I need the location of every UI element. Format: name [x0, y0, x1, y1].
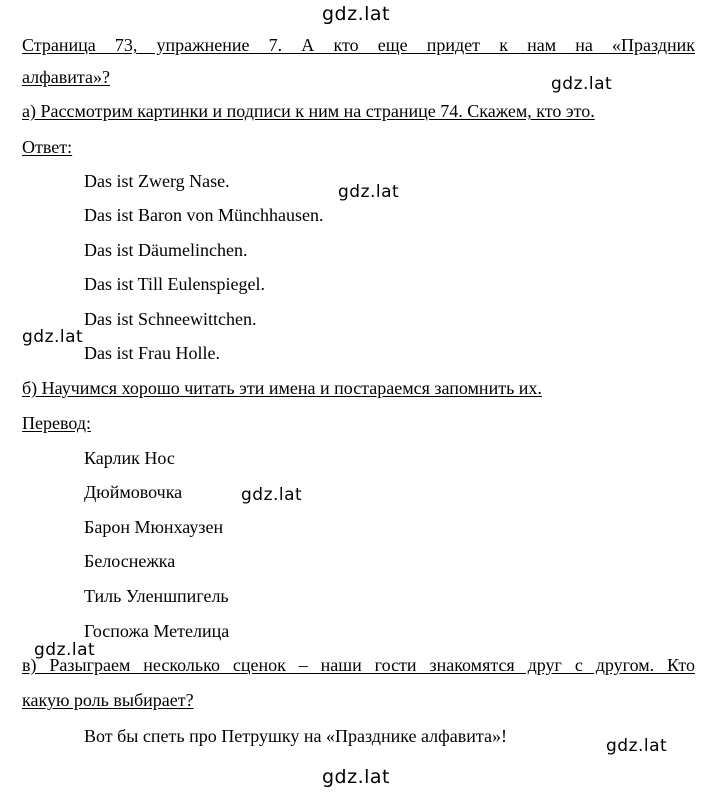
exercise-title-line-1: Страница 73, упражнение 7. А кто еще придет к нам на «Праздник: [22, 35, 695, 55]
translation-item-2: Дюймовочка: [84, 482, 183, 502]
translation-item-4: Белоснежка: [84, 551, 176, 571]
translation-item-5: Тиль Уленшпигель: [84, 586, 229, 606]
answer-item-4: Das ist Till Eulenspiegel.: [84, 274, 266, 294]
section-c-heading-line-1: в) Разыграем несколько сценок – наши гости знакомятся друг с другом. Кто: [22, 655, 695, 675]
watermark: gdz.lat: [606, 736, 668, 756]
answer-item-1: Das ist Zwerg Nase.: [84, 171, 230, 191]
watermark-bottom: gdz.lat: [322, 766, 391, 788]
watermark: gdz.lat: [241, 485, 303, 505]
section-c-heading-line-2: какую роль выбирает?: [22, 690, 194, 710]
answer-item-3: Das ist Däumelinchen.: [84, 240, 248, 260]
exercise-title-line-2: алфавита»?: [22, 67, 110, 87]
section-a-heading: а) Рассмотрим картинки и подписи к ним на странице 74. Скажем, кто это.: [22, 101, 595, 121]
watermark: gdz.lat: [34, 640, 96, 660]
answer-item-5: Das ist Schneewittchen.: [84, 309, 257, 329]
watermark: gdz.lat: [338, 182, 400, 202]
translation-item-6: Госпожа Метелица: [84, 621, 230, 641]
answer-item-2: Das ist Baron von Münchhausen.: [84, 205, 324, 225]
watermark: gdz.lat: [22, 327, 84, 347]
watermark-top: gdz.lat: [322, 3, 391, 25]
translation-item-3: Барон Мюнхаузен: [84, 517, 224, 537]
watermark: gdz.lat: [551, 74, 613, 94]
translation-item-1: Карлик Нос: [84, 448, 175, 468]
answer-item-6: Das ist Frau Holle.: [84, 343, 220, 363]
answer-label: Ответ:: [22, 137, 73, 157]
section-c-sentence: Вот бы спеть про Петрушку на «Празднике алфавита»!: [84, 726, 507, 746]
section-b-heading: б) Научимся хорошо читать эти имена и постараемся запомнить их.: [22, 378, 542, 398]
translation-label: Перевод:: [22, 413, 91, 433]
